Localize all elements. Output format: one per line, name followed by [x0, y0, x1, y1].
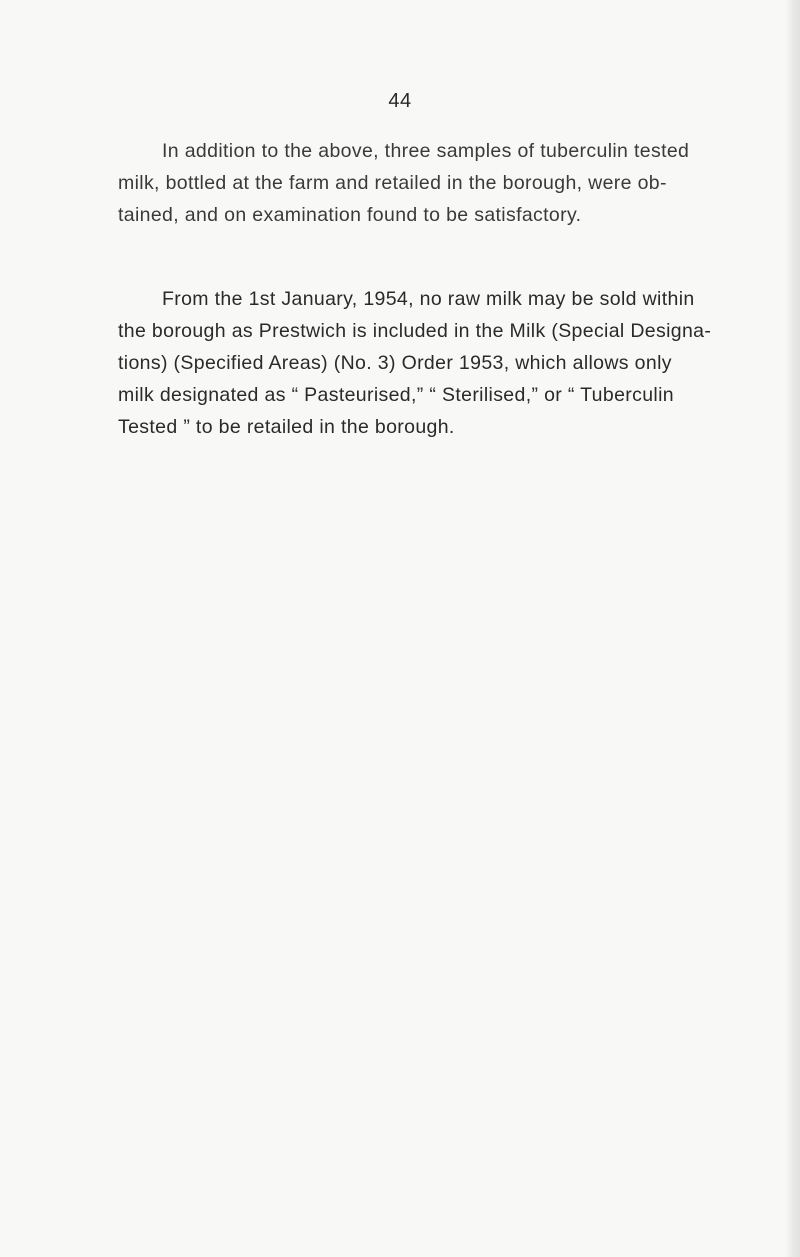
page-number: 44 [388, 90, 412, 112]
paragraph-line: the borough as Prestwich is included in the Milk (Special Designa- [118, 320, 712, 342]
paragraph-tuberculin-samples [118, 135, 768, 231]
paragraph-line: tained, and on examination found to be satisfactory. [118, 204, 582, 226]
paragraph-line: In addition to the above, three samples of tuberculin tested [162, 140, 690, 162]
paragraph-raw-milk-order [118, 283, 768, 443]
paragraph-line: milk designated as “ Pasteurised,” “ Sterilised,” or “ Tuberculin [118, 384, 674, 406]
paragraph-line: Tested ” to be retailed in the borough. [118, 416, 455, 438]
paragraph-line: From the 1st January, 1954, no raw milk may be sold within [162, 288, 695, 310]
paragraph-line: tions) (Specified Areas) (No. 3) Order 1953, which allows only [118, 352, 672, 374]
paragraph-line: milk, bottled at the farm and retailed in the borough, were ob- [118, 172, 667, 194]
